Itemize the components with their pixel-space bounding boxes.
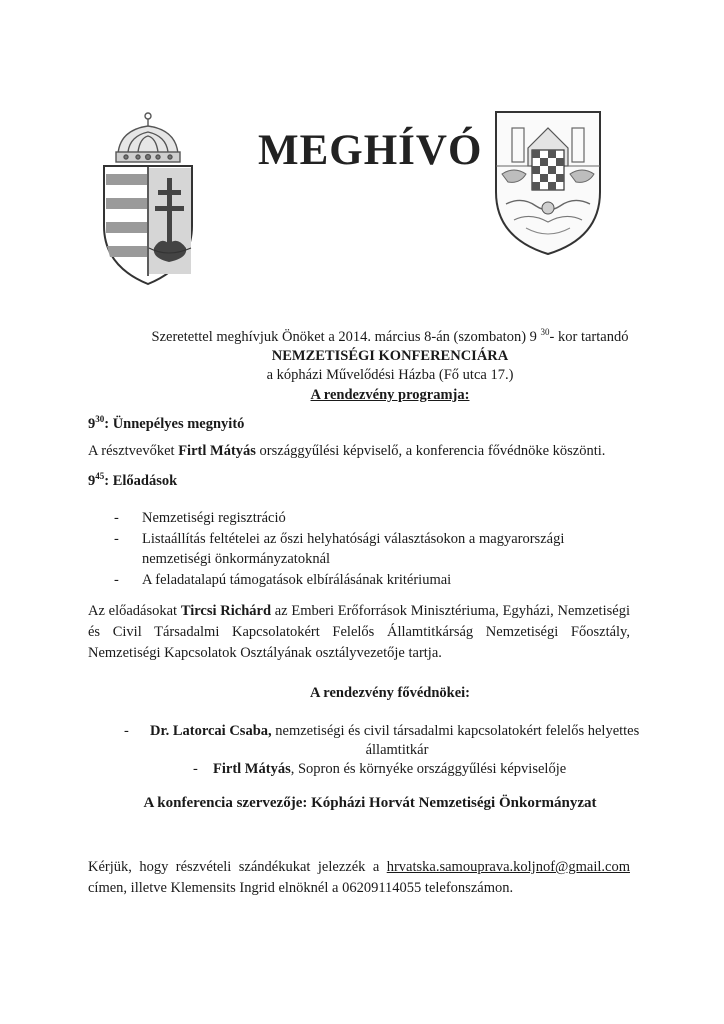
talks-label: : Előadások [104,473,178,489]
contact-email-link[interactable]: hrvatska.samouprava.koljnof@gmail.com [386,859,630,875]
patron-1 [124,722,644,760]
patron-1-role: nemzetiségi és civil társadalmi kapcsolatokért felelős helyettes [271,723,640,739]
invite-line-1-text: Szeretettel meghívjuk Önöket a 2014. március 8-án (szombaton) 9 [151,329,537,345]
list-dash: - [114,531,119,547]
patron-1-name: Dr. Latorcai Csaba, [150,723,272,739]
talks-time: 9 [88,473,96,489]
speaker-paragraph [88,601,630,664]
speaker-pre: Az előadásokat [88,603,181,619]
list-dash: - [114,510,119,526]
list-item [100,529,620,569]
patron-2-role: , Sopron és környéke országgyűlési képviselője [290,761,567,777]
list-dash: - [114,572,119,588]
koljnof-coat-of-arms-emblem [492,108,604,258]
patron-2-name: Firtl Mátyás [213,761,291,777]
venue: a kópházi Művelődési Házba (Fő utca 17.) [266,367,514,383]
opening-time: 9 [88,416,96,432]
talks-item [88,471,630,492]
opening-text-pre: A résztvevőket [88,443,179,459]
opening-label: : Ünnepélyes megnyitó [104,416,245,432]
contact-paragraph [88,857,630,899]
patron-1-role-line2: államtitkár [365,742,429,758]
patron-2-dash: - [193,761,198,777]
invite-line-1 [100,328,680,347]
opening-text [88,441,630,462]
speaker-name: Tircsi Richárd [180,603,272,619]
speaker-post: az Emberi Erőforrások Minisztériuma, Egyházi, Nemzetiségi és Civil Társadalmi Kapcsolatokért Felelős Államtitkárság Nemzetiségi Főosztály, Nemzetiségi Kapcsolatok Osztályának osztályvezetője tartja. [88,603,630,661]
list-item-text: Listaállítás feltételei az őszi helyhatósági választásokon a magyarországi nemzetiségi önkormányzatoknál [142,531,565,567]
invite-time-superscript: 30 [540,327,550,338]
contact-pre: Kérjük, hogy részvételi szándékukat jelezzék a [88,859,387,875]
patron-1-dash: - [124,723,129,739]
program-heading: A rendezvény programja: [310,387,470,403]
list-item-text: A feladatalapú támogatások elbírálásának kritériumai [142,572,452,588]
list-item [100,508,620,528]
invite-line-1-tail: - kor tartandó [549,329,629,345]
opening-time-superscript: 30 [95,414,105,425]
patron-2 [193,760,653,779]
organizer: A konferencia szervezője: Kópházi Horvát Nemzetiségi Önkormányzat [143,795,597,811]
talks-list [100,508,620,590]
event-name: NEMZETISÉGI KONFERENCIÁRA [271,348,509,364]
opening-text-name: Firtl Mátyás [178,443,256,459]
opening-item [88,414,630,435]
talks-time-superscript: 45 [95,471,105,482]
patrons-heading: A rendezvény fővédnökei: [309,685,471,701]
hungarian-coat-of-arms-emblem [98,108,198,288]
list-item-text: Nemzetiségi regisztráció [142,510,286,526]
contact-post: címen, illetve Klemensits Ingrid elnöknél a 06209114055 telefonszámon. [88,880,514,896]
opening-text-post: országgyűlési képviselő, a konferencia fővédnöke köszönti. [255,443,606,459]
page-title: MEGHÍVÓ [258,127,483,174]
list-item [100,570,620,590]
